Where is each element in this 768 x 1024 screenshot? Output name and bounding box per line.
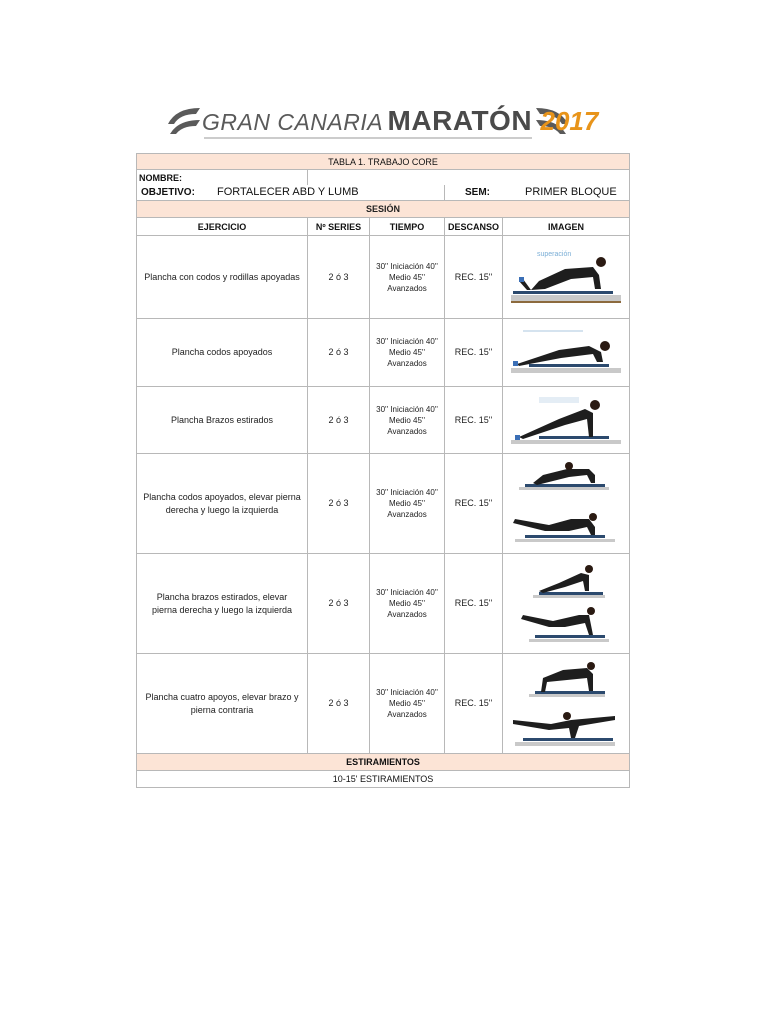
plank-elbows-figure-icon — [509, 328, 624, 378]
column-header-ejercicio: EJERCICIO — [137, 218, 308, 236]
exercise-tiempo: 30'' Iniciación 40'' Medio 45'' Avanzados — [370, 654, 445, 754]
exercise-descanso: REC. 15'' — [445, 236, 503, 319]
exercise-series: 2 ó 3 — [308, 387, 370, 454]
column-header-imagen: IMAGEN — [503, 218, 630, 236]
table-row — [137, 654, 630, 754]
stretching-header: ESTIRAMIENTOS — [137, 754, 630, 771]
plank-arms-figure-icon — [509, 391, 624, 449]
exercise-series: 2 ó 3 — [308, 236, 370, 319]
objetivo-label: OBJETIVO: — [141, 187, 195, 198]
sem-value: PRIMER BLOQUE — [525, 186, 617, 198]
table-row — [137, 236, 630, 319]
exercise-descanso: REC. 15'' — [445, 387, 503, 454]
nombre-label: NOMBRE: — [137, 170, 308, 186]
core-training-table — [136, 153, 630, 788]
exercise-tiempo: 30'' Iniciación 40'' Medio 45'' Avanzados — [370, 319, 445, 387]
plank-knees-figure-icon — [509, 247, 624, 307]
objetivo-row — [137, 185, 445, 201]
logo-year: 2017 — [540, 106, 599, 136]
exercise-name: Plancha brazos estirados, elevar pierna derecha y luego la izquierda — [137, 554, 308, 654]
exercise-image — [503, 387, 630, 454]
exercise-name: Plancha con codos y rodillas apoyadas — [137, 236, 308, 319]
table-row — [137, 454, 630, 554]
objetivo-value: FORTALECER ABD Y LUMB — [217, 186, 359, 198]
exercise-tiempo: 30'' Iniciación 40'' Medio 45'' Avanzados — [370, 387, 445, 454]
exercise-series: 2 ó 3 — [308, 554, 370, 654]
exercise-tiempo: 30'' Iniciación 40'' Medio 45'' Avanzados — [370, 454, 445, 554]
exercise-series: 2 ó 3 — [308, 654, 370, 754]
table-title: TABLA 1. TRABAJO CORE — [137, 154, 630, 170]
column-header-descanso: DESCANSO — [445, 218, 503, 236]
exercise-name: Plancha cuatro apoyos, elevar brazo y pierna contraria — [137, 654, 308, 754]
logo-word-maraton: MARATÓN — [387, 105, 533, 136]
exercise-image — [503, 454, 630, 554]
table-row — [137, 387, 630, 454]
exercise-tiempo: 30'' Iniciación 40'' Medio 45'' Avanzados — [370, 554, 445, 654]
exercise-descanso: REC. 15'' — [445, 454, 503, 554]
plank-elbows-leg-raise-figure-icon — [509, 459, 624, 549]
sem-label: SEM: — [465, 187, 490, 198]
exercise-image — [503, 236, 630, 319]
session-header: SESIÓN — [137, 201, 630, 218]
exercise-series: 2 ó 3 — [308, 319, 370, 387]
exercise-descanso: REC. 15'' — [445, 654, 503, 754]
table-row — [137, 319, 630, 387]
stretching-value: 10-15' ESTIRAMIENTOS — [137, 771, 630, 788]
exercise-series: 2 ó 3 — [308, 454, 370, 554]
column-header-tiempo: TIEMPO — [370, 218, 445, 236]
nombre-value[interactable] — [308, 170, 630, 186]
exercise-name: Plancha codos apoyados, elevar pierna derecha y luego la izquierda — [137, 454, 308, 554]
exercise-name: Plancha codos apoyados — [137, 319, 308, 387]
exercise-name: Plancha Brazos estirados — [137, 387, 308, 454]
logo-word-gran-canaria: GRAN CANARIA — [202, 109, 384, 135]
table-row — [137, 554, 630, 654]
sem-row — [445, 185, 630, 201]
exercise-descanso: REC. 15'' — [445, 319, 503, 387]
column-header-series: Nº SERIES — [308, 218, 370, 236]
exercise-tiempo: 30'' Iniciación 40'' Medio 45'' Avanzados — [370, 236, 445, 319]
bird-dog-figure-icon — [509, 658, 624, 750]
exercise-image — [503, 654, 630, 754]
plank-arms-leg-raise-figure-icon — [509, 559, 624, 649]
exercise-descanso: REC. 15'' — [445, 554, 503, 654]
race-logo — [166, 102, 599, 142]
exercise-image — [503, 319, 630, 387]
svg-text:superación: superación — [536, 251, 571, 258]
exercise-image — [503, 554, 630, 654]
